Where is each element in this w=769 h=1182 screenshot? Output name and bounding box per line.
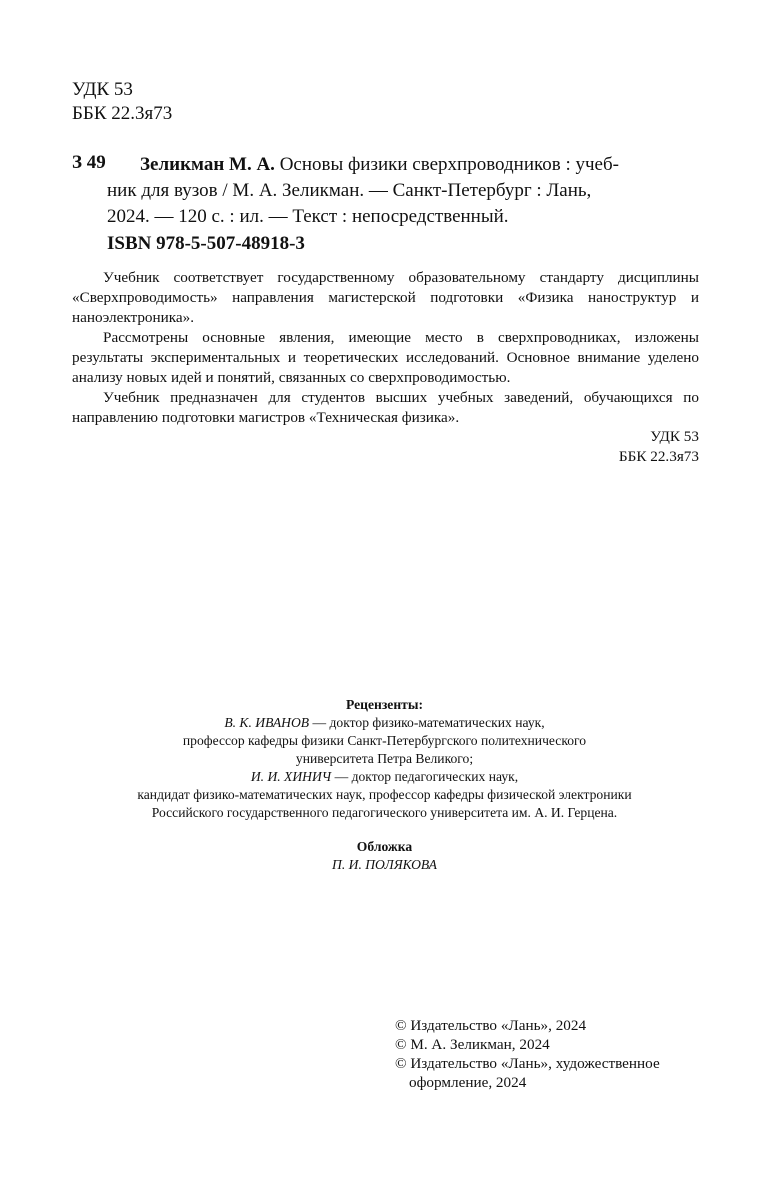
- annotation-paragraph: Рассмотрены основные явления, имеющие место в сверхпроводниках, изложены результаты экспериментальных и теоретических исследований. Основное внимание уделено анализу новых идей и понятий, связанных со сверхпроводимостью.: [72, 329, 699, 386]
- title-line-2: ник для вузов / М. А. Зеликман. — Санкт-Петербург : Лань,: [107, 180, 592, 201]
- bbk-code-right: ББК 22.3я73: [618, 448, 699, 465]
- bbk-code: ББК 22.3я73: [72, 103, 173, 124]
- copyright-line: © Издательство «Лань», 2024: [395, 1017, 587, 1034]
- title-line-3: 2024. — 120 с. : ил. — Текст : непосредственный.: [107, 206, 509, 227]
- bibliographic-record: [107, 152, 699, 230]
- cover-credit: [0, 838, 769, 874]
- annotation-paragraph: Учебник предназначен для студентов высших учебных заведений, обучающихся по направлению подготовки магистров «Техническая физика».: [72, 389, 699, 426]
- reviewers-section: [0, 696, 769, 822]
- reviewer-2-line-2: кандидат физико-математических наук, профессор кафедры физической электроники: [137, 787, 632, 802]
- reviewer-2-name: И. И. ХИНИЧ: [250, 769, 332, 784]
- copyright-line: © Издательство «Лань», художественное: [395, 1055, 660, 1072]
- copyright-line-cont: оформление, 2024: [409, 1074, 527, 1091]
- reviewer-2-line-1: И. И. ХИНИЧ — доктор педагогических наук,: [250, 769, 519, 784]
- reviewers-heading: Рецензенты:: [345, 697, 423, 712]
- udk-code-right: УДК 53: [650, 428, 699, 445]
- udk-code: УДК 53: [72, 79, 133, 100]
- copyright-line: © М. А. Зеликман, 2024: [395, 1036, 550, 1053]
- classification-block-top: [72, 78, 172, 126]
- author-sign: З 49: [72, 152, 106, 173]
- author-name: Зеликман М. А.: [140, 154, 275, 175]
- cover-heading: Обложка: [356, 839, 413, 854]
- annotation: [72, 268, 699, 428]
- reviewer-1-line-1: В. К. ИВАНОВ — доктор физико-математических наук,: [224, 715, 545, 730]
- reviewer-1-line-3: университета Петра Великого;: [295, 751, 474, 766]
- copyright-block: [395, 1016, 705, 1092]
- title-line-1: Основы физики сверхпроводников : учеб-: [279, 154, 619, 175]
- annotation-paragraph: Учебник соответствует государственному образовательному стандарту дисциплины «Сверхпроводимость» направления магистерской подготовки «Физика наноструктур и наноэлектроника».: [72, 269, 699, 326]
- reviewer-2-line-3: Российского государственного педагогического университета им. А. И. Герцена.: [151, 805, 618, 820]
- reviewer-1-line-2: профессор кафедры физики Санкт-Петербургского политехнического: [182, 733, 587, 748]
- reviewer-1-name: В. К. ИВАНОВ: [224, 715, 310, 730]
- cover-designer: П. И. ПОЛЯКОВА: [332, 857, 437, 872]
- classification-block-right: [619, 427, 699, 467]
- isbn: ISBN 978-5-507-48918-3: [107, 233, 305, 254]
